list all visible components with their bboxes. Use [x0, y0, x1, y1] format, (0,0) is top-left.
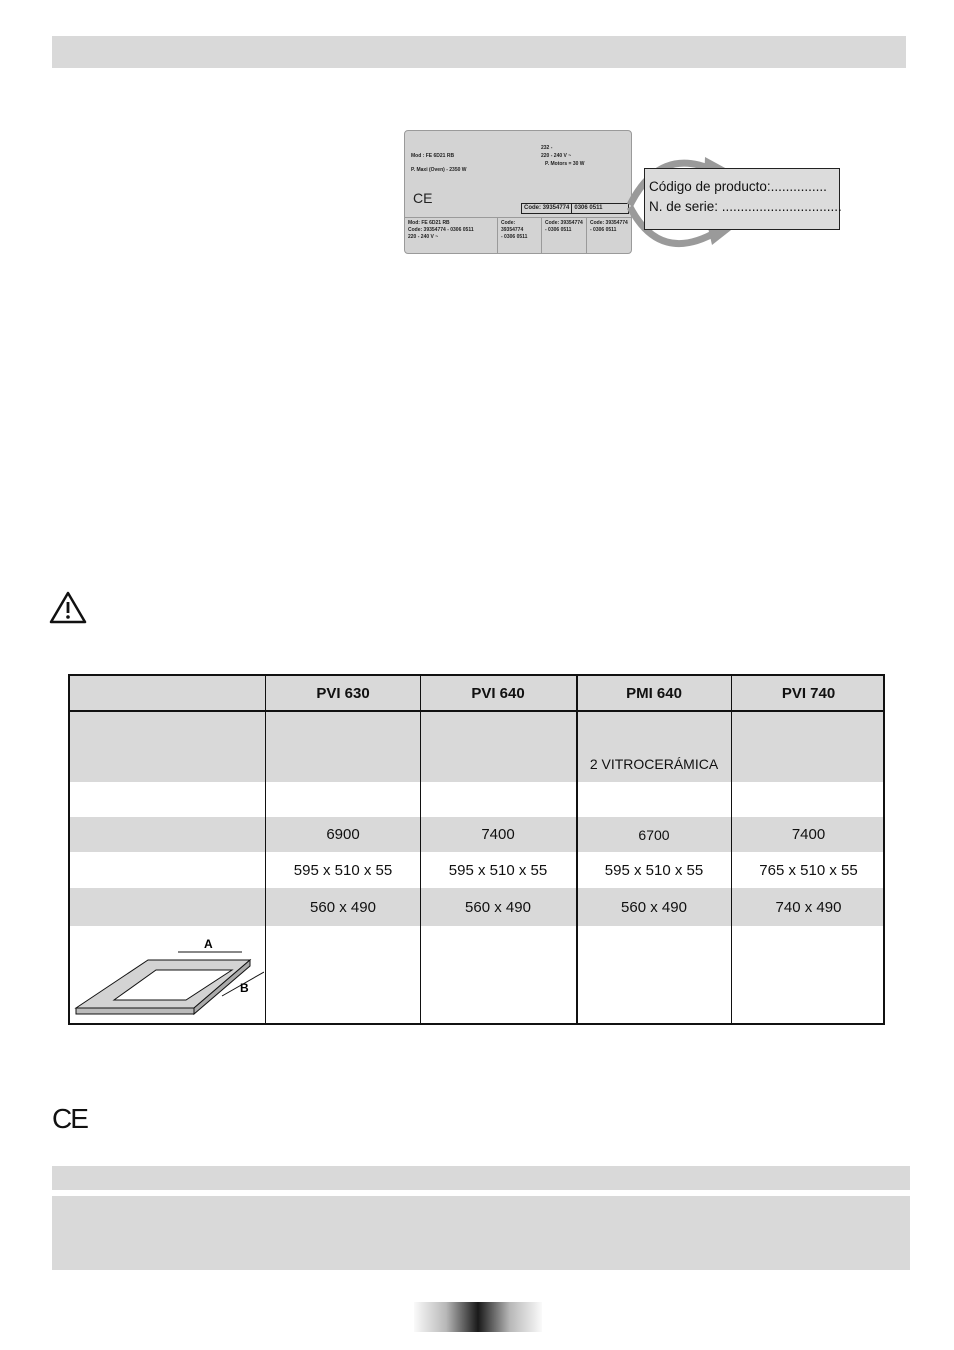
ce-mark: CE [52, 1103, 87, 1134]
table-cell [421, 712, 575, 782]
plate-stub-3-serial: - 0306 0511 [590, 227, 617, 233]
table-cell [732, 712, 885, 782]
table-cell: 2 VITROCERÁMICA [589, 756, 719, 772]
plate-stub-2-code: Code: 39354774 [545, 220, 583, 226]
rating-plate [404, 130, 632, 254]
code-label-box [644, 168, 840, 230]
spec-table [68, 674, 885, 1025]
column-divider [420, 676, 421, 1023]
plate-stub-1-code: Code: 39354774 [501, 220, 524, 233]
warning-icon [48, 590, 88, 626]
plate-stub-2-serial: - 0306 0511 [545, 227, 572, 233]
plate-power: P. Maxi (Oven) - 2350 W [411, 167, 467, 173]
table-row-figure [70, 926, 883, 1023]
header-cell-pmi640: PMI 640 [626, 684, 682, 702]
table-cell: 765 x 510 x 55 [759, 861, 858, 879]
cutout-frame-edge [76, 1008, 194, 1014]
plate-ref: 232 - [541, 145, 553, 151]
column-divider [731, 676, 732, 1023]
table-cell: 595 x 510 x 55 [448, 861, 548, 879]
plate-code: Code: 39354774 [524, 205, 570, 211]
table-cell [266, 782, 420, 817]
table-cell [70, 888, 265, 926]
plate-stub-1-serial: - 0306 0511 [501, 234, 528, 240]
table-cell [70, 817, 265, 852]
table-cell [70, 712, 265, 782]
plate-stub-1 [497, 218, 541, 253]
column-divider [265, 676, 266, 1023]
plate-motor: P. Motors = 30 W [545, 161, 585, 167]
product-code-line: Código de producto:............... [649, 179, 827, 194]
table-cell: 7400 [481, 826, 515, 843]
table-header-row [70, 676, 883, 712]
table-row [70, 888, 883, 926]
section-bar [52, 1166, 910, 1190]
table-cell: 560 x 490 [465, 898, 531, 916]
bottom-band [52, 1196, 910, 1270]
cutout-diagram [74, 932, 264, 1022]
plate-serial: 0306 0511 [571, 204, 604, 213]
table-row [70, 712, 883, 782]
header-bar [52, 36, 906, 68]
table-cell: 740 x 490 [775, 898, 842, 916]
table-row [70, 782, 883, 817]
plate-stub-voltage: 220 - 240 V ~ [408, 234, 439, 240]
header-cell-pvi740: PVI 740 [781, 684, 836, 702]
column-divider [576, 676, 578, 1023]
serial-number-line: N. de serie: ................................ [649, 199, 842, 214]
table-row [70, 852, 883, 888]
table-cell: 6900 [326, 826, 360, 843]
table-cell [266, 712, 420, 782]
table-cell [70, 782, 265, 817]
dimension-a-label: A [204, 937, 213, 951]
header-cell-label [70, 676, 265, 710]
table-cell: 560 x 490 [621, 898, 687, 916]
plate-stub-code: Code: 39354774 - 0306 0511 [408, 227, 474, 233]
plate-ce-mark: CE [413, 190, 433, 206]
dimension-b-label: B [240, 981, 249, 995]
table-cell [732, 782, 885, 817]
table-cell: 595 x 510 x 55 [293, 861, 393, 879]
plate-stub-main [405, 218, 497, 253]
table-cell [577, 782, 731, 817]
plate-stub-model: Mod: FE 6D21 RB [408, 220, 450, 226]
plate-stub-3-code: Code: 39354774 [590, 220, 628, 226]
table-cell: 7400 [791, 826, 826, 843]
table-cell [70, 852, 265, 888]
plate-stub-2 [541, 218, 586, 253]
plate-voltage: 220 - 240 V ~ [541, 153, 572, 159]
header-cell-pvi630: PVI 630 [316, 684, 370, 702]
header-cell-pvi640: PVI 640 [471, 684, 525, 702]
page-number-tab [414, 1302, 542, 1332]
plate-model: Mod : FE 6D21 RB [411, 153, 455, 159]
table-cell: 595 x 510 x 55 [604, 861, 704, 879]
table-row [70, 817, 883, 852]
table-cell: 560 x 490 [310, 898, 376, 916]
plate-stubs [405, 217, 631, 253]
table-cell: 6700 [638, 826, 670, 843]
table-cell [421, 782, 575, 817]
